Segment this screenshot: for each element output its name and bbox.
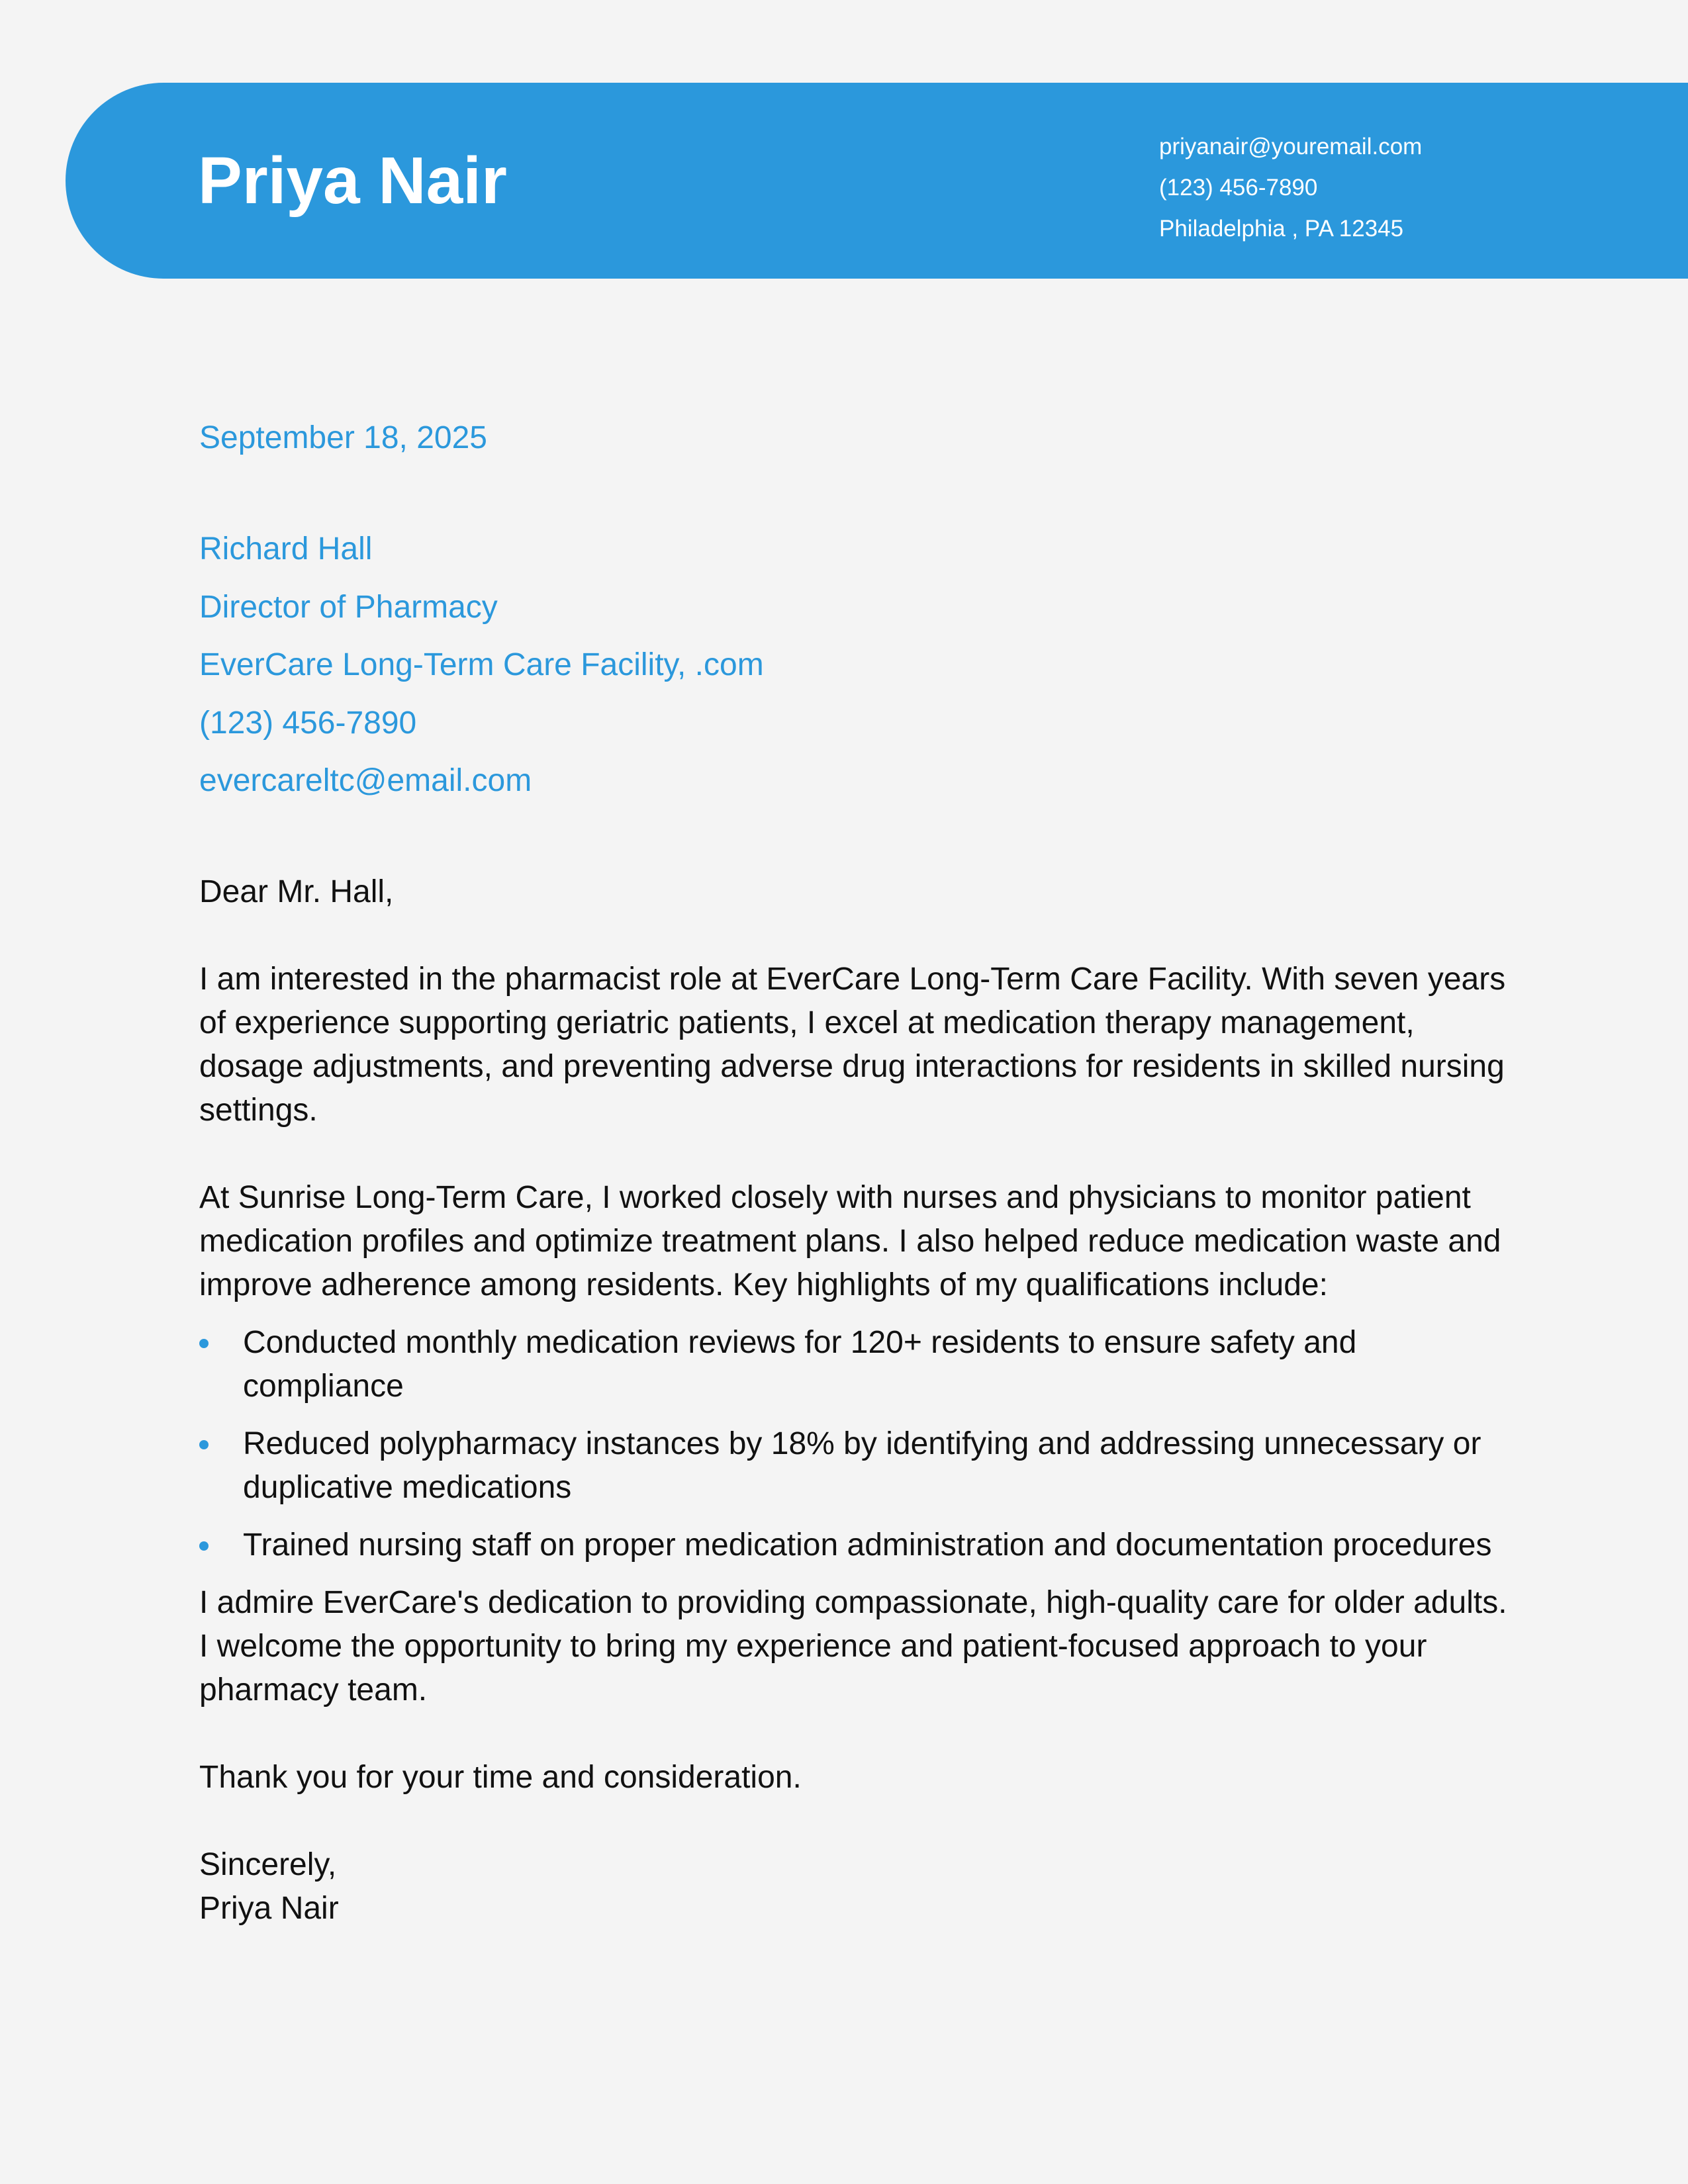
thank-you-line: Thank you for your time and consideration. bbox=[199, 1760, 802, 1795]
bullet-icon bbox=[199, 1339, 209, 1348]
header-band bbox=[66, 83, 1688, 279]
recipient-phone: (123) 456-7890 bbox=[199, 705, 417, 741]
paragraph-intro: I am interested in the pharmacist role at EverCare Long-Term Care Facility. With seven years of experience supporting geriatric patients, I excel at medication therapy management, dosage adjustments, and preventing adverse drug interactions for residents in skilled nursing settings. bbox=[199, 962, 1506, 1128]
salutation: Dear Mr. Hall, bbox=[199, 874, 394, 909]
list-item-text: Conducted monthly medication reviews for 120+ residents to ensure safety and compliance bbox=[243, 1325, 1357, 1404]
letter-body bbox=[199, 870, 1510, 1931]
bullet-icon bbox=[199, 1440, 209, 1449]
paragraph-experience: At Sunrise Long-Term Care, I worked closely with nurses and physicians to monitor patient medication profiles and optimize treatment plans. I also helped reduce medication waste and improve adherence among residents. Key highlights of my qualifications include: bbox=[199, 1180, 1501, 1302]
recipient-title: Director of Pharmacy bbox=[199, 589, 498, 625]
paragraph-closing: I admire EverCare's dedication to providing compassionate, high-quality care for older adults. I welcome the opportunity to bring my experience and patient-focused approach to your pharmacy team. bbox=[199, 1585, 1507, 1707]
signature-name: Priya Nair bbox=[199, 1891, 339, 1926]
closing-word: Sincerely, bbox=[199, 1847, 337, 1882]
highlights-list bbox=[199, 1321, 1510, 1567]
bullet-icon bbox=[199, 1541, 209, 1551]
recipient-email: evercareltc@email.com bbox=[199, 763, 532, 798]
recipient-company: EverCare Long-Term Care Facility, .com bbox=[199, 647, 764, 682]
list-item-text: Trained nursing staff on proper medication administration and documentation procedures bbox=[243, 1527, 1492, 1563]
sender-location: Philadelphia , PA 12345 bbox=[1159, 216, 1404, 242]
recipient-name: Richard Hall bbox=[199, 531, 373, 567]
sender-phone: (123) 456-7890 bbox=[1159, 175, 1318, 201]
list-item-text: Reduced polypharmacy instances by 18% by identifying and addressing unnecessary or duplicative medications bbox=[243, 1426, 1481, 1505]
sender-email: priyanair@youremail.com bbox=[1159, 134, 1423, 159]
list-item bbox=[199, 1422, 1510, 1510]
list-item bbox=[199, 1524, 1510, 1567]
sign-off bbox=[199, 1843, 1510, 1931]
letter-date: September 18, 2025 bbox=[199, 420, 487, 455]
recipient-block bbox=[199, 529, 764, 819]
list-item bbox=[199, 1321, 1510, 1408]
sender-contact-block bbox=[1159, 126, 1422, 250]
sender-name: Priya Nair bbox=[198, 144, 507, 218]
